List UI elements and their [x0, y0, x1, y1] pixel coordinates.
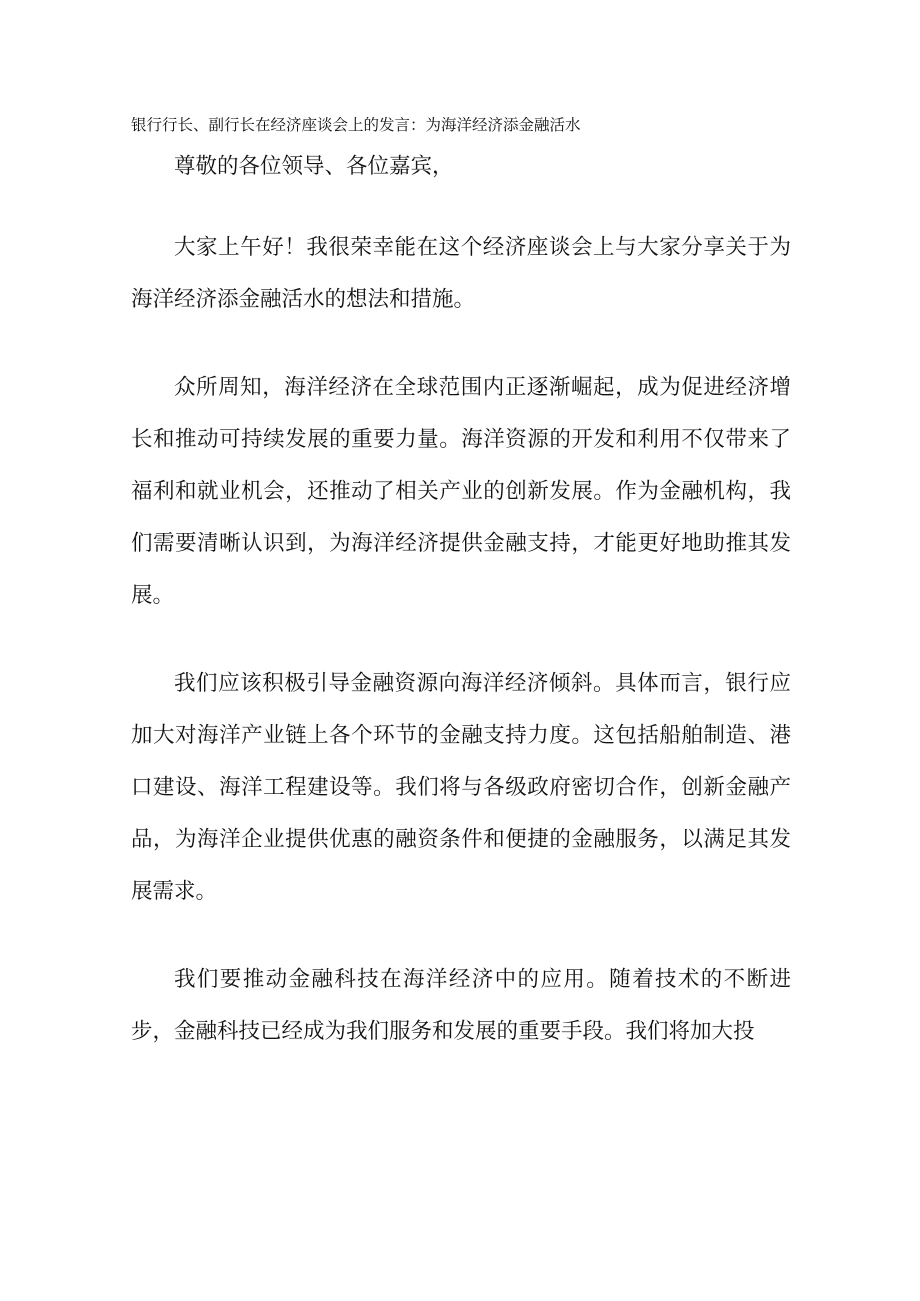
document-body: [131, 141, 791, 1094]
paragraph-opening: 大家上午好！我很荣幸能在这个经济座谈会上与大家分享关于为海洋经济添金融活水的想法和措施。: [131, 235, 791, 312]
paragraph-greeting: 尊敬的各位领导、各位嘉宾，: [174, 154, 454, 179]
paragraph-measure-resources: 我们应该积极引导金融资源向海洋经济倾斜。具体而言，银行应加大对海洋产业链上各个环节的金融支持力度。这包括船舶制造、港口建设、海洋工程建设等。我们将与各级政府密切合作，创新金融产品，为海洋企业提供优惠的融资条件和便捷的金融服务，以满足其发展需求。: [131, 671, 791, 904]
paragraph-background: 众所周知，海洋经济在全球范围内正逐渐崛起，成为促进经济增长和推动可持续发展的重要力量。海洋资源的开发和利用不仅带来了福利和就业机会，还推动了相关产业的创新发展。作为金融机构，我们需要清晰认识到，为海洋经济提供金融支持，才能更好地助推其发展。: [131, 375, 791, 608]
document-title: 银行行长、副行长在经济座谈会上的发言：为海洋经济添金融活水: [131, 116, 581, 134]
paragraph-measure-fintech: 我们要推动金融科技在海洋经济中的应用。随着技术的不断进步，金融科技已经成为我们服务和发展的重要手段。我们将加大投: [131, 967, 791, 1044]
